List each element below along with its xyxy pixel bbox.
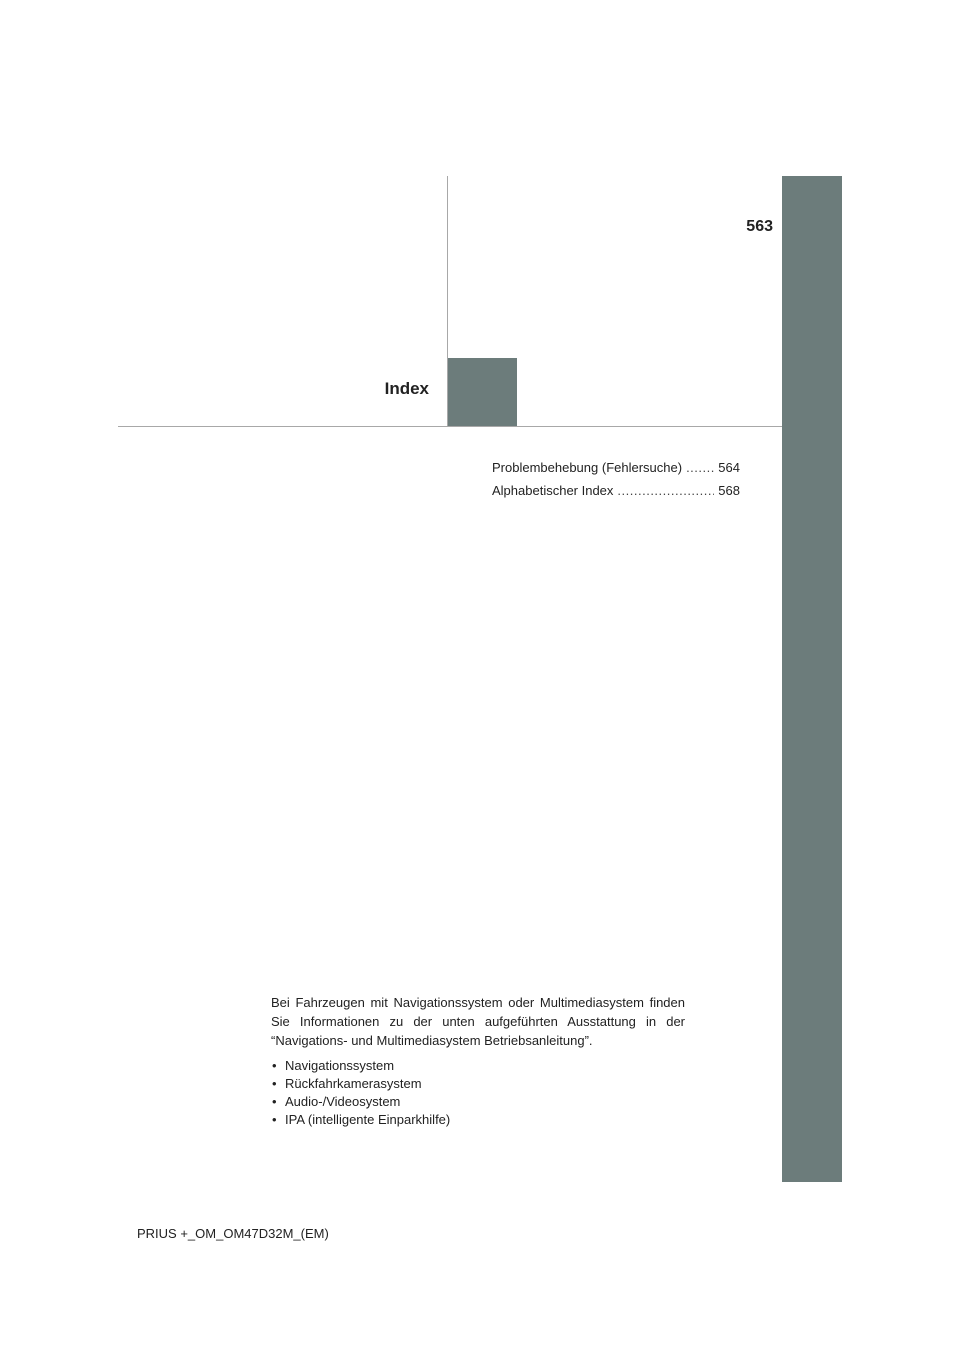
navigation-note xyxy=(271,993,685,1129)
toc-item-troubleshooting[interactable] xyxy=(492,460,740,475)
toc-leader-dots xyxy=(617,483,714,498)
bullet-icon: • xyxy=(272,1076,277,1091)
list-item xyxy=(271,1111,685,1129)
bullet-icon: • xyxy=(272,1094,277,1109)
page-number: 563 xyxy=(746,218,773,235)
equipment-list xyxy=(271,1057,685,1129)
bullet-icon: • xyxy=(272,1112,277,1127)
toc-item-title: Alphabetischer Index xyxy=(492,483,614,498)
list-item xyxy=(271,1057,685,1075)
section-side-tab xyxy=(782,176,842,1182)
list-item-label: IPA (intelligente Einparkhilfe) xyxy=(285,1112,451,1127)
list-item xyxy=(271,1075,685,1093)
toc-item-alphabetical-index[interactable] xyxy=(492,483,740,498)
bullet-icon: • xyxy=(272,1058,277,1073)
table-of-contents xyxy=(492,460,740,506)
list-item-label: Navigationssystem xyxy=(285,1058,395,1073)
section-title: Index xyxy=(384,379,429,398)
toc-item-title: Problembehebung (Fehlersuche) xyxy=(492,460,683,475)
toc-item-page: 564 xyxy=(718,460,740,475)
list-item-label: Audio-/Videosystem xyxy=(285,1094,401,1109)
note-paragraph: Bei Fahrzeugen mit Navigationssystem oder Multimediasystem finden Sie Informationen zu der unten aufgeführten Ausstattung in der “Navigations- und Multimediasystem Betriebsanleitung”. xyxy=(271,995,685,1048)
list-item-label: Rückfahrkamerasystem xyxy=(285,1076,422,1091)
horizontal-rule xyxy=(118,426,782,427)
list-item xyxy=(271,1093,685,1111)
document-code: PRIUS +_OM_OM47D32M_(EM) xyxy=(137,1226,329,1241)
section-marker-square xyxy=(448,358,517,426)
toc-item-page: 568 xyxy=(718,483,740,498)
toc-leader-dots xyxy=(686,460,714,475)
